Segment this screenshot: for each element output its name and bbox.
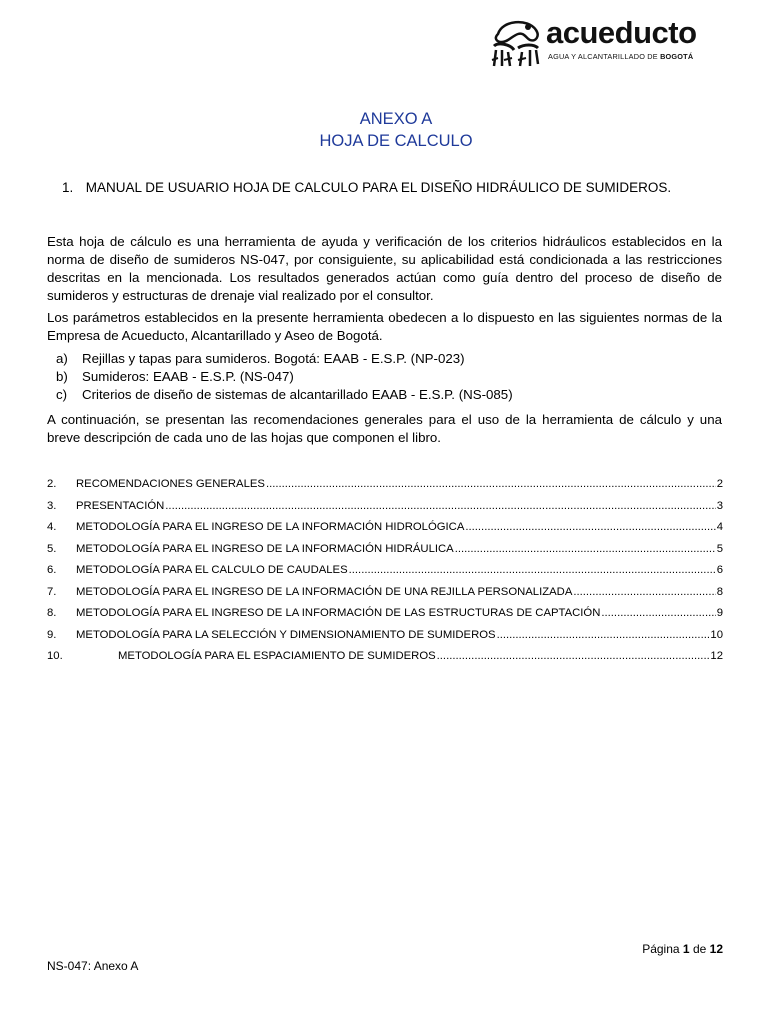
toc-entry[interactable]: 10. METODOLOGÍA PARA EL ESPACIAMIENTO DE SUMIDEROS ..... 12 [47, 650, 723, 672]
toc-entry[interactable]: 6. METODOLOGÍA PARA EL CALCULO DE CAUDALES ..... 6 [47, 564, 723, 586]
section-title: MANUAL DE USUARIO HOJA DE CALCULO PARA EL DISEÑO HIDRÁULICO DE SUMIDEROS. [85, 180, 672, 195]
list-item: a) Rejillas y tapas para sumideros. Bogotá: EAAB - E.S.P. (NP-023) [56, 351, 465, 366]
norms-list [56, 350, 513, 404]
continuation-paragraph: A continuación, se presentan las recomendaciones generales para el uso de la herramienta de cálculo y una breve descripción de cada uno de las hojas que componen el libro. [47, 412, 722, 445]
norms-paragraph: Los parámetros establecidos en la presente herramienta obedecen a lo dispuesto en las siguientes normas de la Empresa de Acueducto, Alcantarillado y Aseo de Bogotá. [47, 310, 722, 343]
logo-wordmark: acueducto [546, 15, 697, 50]
frog-logo-icon [488, 14, 544, 70]
annex-subtitle: HOJA DE CALCULO [319, 132, 473, 150]
company-logo [488, 14, 724, 70]
table-of-contents [47, 478, 723, 672]
document-id: NS-047: Anexo A [47, 959, 139, 973]
list-item: c) Criterios de diseño de sistemas de alcantarillado EAAB - E.S.P. (NS-085) [56, 387, 513, 402]
intro-paragraph: Esta hoja de cálculo es una herramienta de ayuda y verificación de los criterios hidráulicos establecidos en la norma de diseño de sumideros NS-047, por consiguiente, su aplicabilidad está condicionada a las restricciones descritas en la mencionada. Los resultados generados actúan como guía dentro del proceso de diseño de sumideros y estructuras de drenaje vial realizado por el consultor. [47, 234, 722, 303]
toc-entry[interactable]: 5. METODOLOGÍA PARA EL INGRESO DE LA INFORMACIÓN HIDRÁULICA ..... 5 [47, 543, 723, 565]
toc-entry[interactable]: 9. METODOLOGÍA PARA LA SELECCIÓN Y DIMENSIONAMIENTO DE SUMIDEROS ..... 10 [47, 629, 723, 651]
toc-entry[interactable]: 3. PRESENTACIÓN ..... 3 [47, 500, 723, 522]
page-number: Página 1 de 12 [642, 942, 723, 956]
toc-entry[interactable]: 7. METODOLOGÍA PARA EL INGRESO DE LA INFORMACIÓN DE UNA REJILLA PERSONALIZADA ..... 8 [47, 586, 723, 608]
toc-entry[interactable]: 4. METODOLOGÍA PARA EL INGRESO DE LA INFORMACIÓN HIDROLÓGICA ..... 4 [47, 521, 723, 543]
toc-entry[interactable]: 8. METODOLOGÍA PARA EL INGRESO DE LA INFORMACIÓN DE LAS ESTRUCTURAS DE CAPTACIÓN ..... 9 [47, 607, 723, 629]
section-heading [62, 180, 671, 195]
toc-entry[interactable]: 2. RECOMENDACIONES GENERALES ..... 2 [47, 478, 723, 500]
annex-title: ANEXO A [359, 110, 433, 128]
logo-subtitle: AGUA Y ALCANTARILLADO DE BOGOTÁ [548, 52, 694, 61]
section-number: 1. [62, 180, 74, 195]
list-item: b) Sumideros: EAAB - E.S.P. (NS-047) [56, 369, 294, 384]
